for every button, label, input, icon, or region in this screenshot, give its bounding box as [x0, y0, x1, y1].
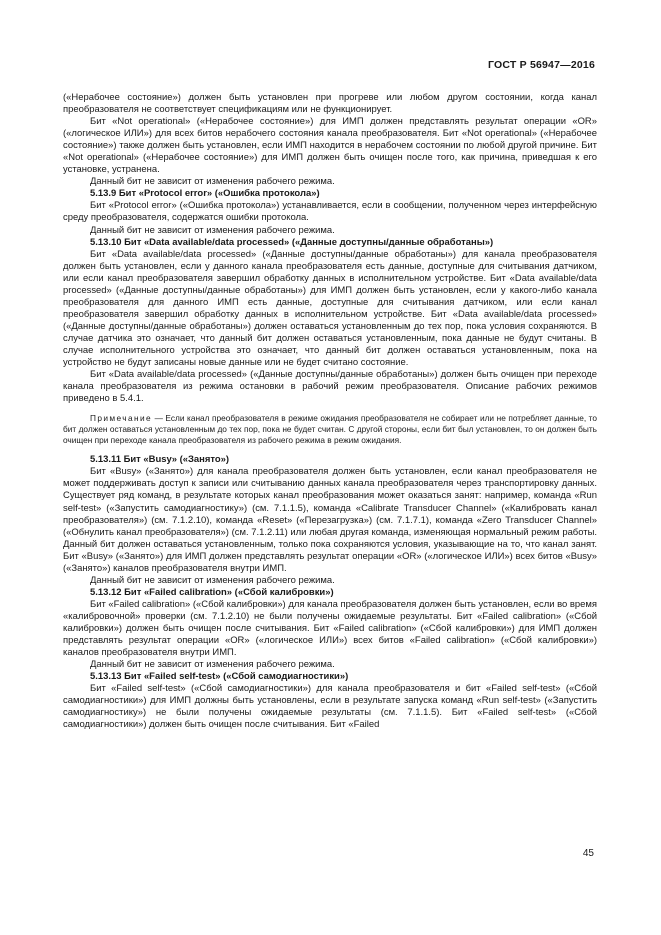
paragraph: Данный бит не зависит от изменения рабочего режима.	[90, 176, 335, 188]
section-heading-5-13-10: 5.13.10 Бит «Data available/data processed» («Данные доступны/данные обработаны»)	[90, 236, 494, 248]
paragraph: Данный бит не зависит от изменения рабочего режима.	[90, 659, 335, 671]
paragraph: Бит «Data available/data processed» («Данные доступны/данные обработаны») должен быть очищен при переходе канала преобразователя из режима остановки в рабочий режим преобразователя. Описание рабочих режимов приведено в 5.4.1.	[63, 369, 597, 405]
paragraph: Данный бит не зависит от изменения рабочего режима.	[90, 574, 335, 586]
paragraph: Бит «Not operational» («Нерабочее состояние») для ИМП должен представлять результат операции «OR» («логическое ИЛИ») для всех битов нерабочего состояния канала преобразователя. Бит «Not operational» («Нерабочее состояние») также должен быть установлен, если ИМП находится в нерабочем состоянии по любой другой причине. Бит «Not operational» («Нерабочее состояние») для ИМП должен быть очищен после того, как причина, приведшая к его установке, устранена.	[63, 116, 597, 176]
paragraph: Бит «Protocol error» («Ошибка протокола») устанавливается, если в сообщении, полученном через интерфейсную среду преобразователя, содержатся ошибки протокола.	[63, 200, 597, 224]
paragraph: Данный бит не зависит от изменения рабочего режима.	[90, 224, 335, 236]
page-body	[63, 92, 597, 731]
section-heading-5-13-9: 5.13.9 Бит «Protocol error» («Ошибка протокола»)	[90, 188, 320, 200]
paragraph: Бит «Data available/data processed» («Данные доступны/данные обработаны») для канала преобразователя должен быть установлен, если у данного канала преобразователя есть данные, доступные для считывания датчиком, или если канал преобразователя завершил обработку данных в исполнительном устройстве. Бит «Data available/data processed» («Данные доступны/данные обработаны») для ИМП должен быть установлен, если у какого-либо канала преобразователя для данного ИМП есть данные, доступные для считывания датчиком, или если канал преобразователя завершил обработку данных в исполнительном устройстве. Бит «Data available/data processed» («Данные доступны/данные обработаны») должен оставаться установленным до тех пор, пока условия сохраняются. В случае датчика это означает, что данный бит должен оставаться установленным, пока данные не будут считаны. В случае исполнительного устройства это означает, что данный бит должен оставаться установленным, пока на устройство не будут записаны новые данные или не будет считано состояние.	[63, 248, 597, 369]
section-heading-5-13-13: 5.13.13 Бит «Failed self-test» («Сбой самодиагностики»)	[90, 671, 349, 683]
document-header: ГОСТ Р 56947—2016	[487, 59, 595, 71]
paragraph: Бит «Failed calibration» («Сбой калибровки») для канала преобразователя должен быть установлен, если во время «калибровочной» проверки (см. 7.1.2.10) не были получены ожидаемые результаты. Бит «Failed calibration» («Сбой калибровки») должен быть очищен после считывания. Бит «Failed calibration» («Сбой калибровки») для ИМП должен представлять результат операции «OR» («логическое ИЛИ») всех битов «Failed calibration» («Сбой калибровки») каналов преобразователя внутри ИМП.	[63, 598, 597, 659]
section-heading-5-13-12: 5.13.12 Бит «Failed calibration» («Сбой калибровки»)	[90, 586, 334, 598]
note-text: — Если канал преобразователя в режиме ожидания преобразователя не собирает или не потребляет данные, то бит должен оставаться установленным до тех пор, пока не будет считан. С другой стороны, если бит был установлен, то он должен быть очищен при переходе канала преобразователя из рабочего режима в режим ожидания.	[63, 413, 597, 445]
note-label: Примечание	[90, 413, 153, 424]
page-number: 45	[582, 848, 594, 859]
paragraph: Бит «Failed self-test» («Сбой самодиагностики») для канала преобразователя и бит «Failed self-test» («Сбой самодиагностики») для ИМП должны быть установлены, если в результате запуска команд «Run self-test» («Запустить самодиагностику») не были получены ожидаемые результаты (см. 7.1.1.5). Бит «Failed self-test» («Сбой самодиагностики») должен быть очищен после считывания. Бит «Failed	[63, 683, 597, 731]
paragraph: («Нерабочее состояние») должен быть установлен при прогреве или любом другом состоянии, когда канал преобразователя не соответствует спецификациям или не функционирует.	[63, 92, 597, 116]
section-heading-5-13-11: 5.13.11 Бит «Busy» («Занято»)	[90, 454, 230, 466]
paragraph: Бит «Busy» («Занято») для канала преобразователя должен быть установлен, если канал преобразователя не может поддерживать доступ к записи или считыванию данных канала преобразователя через транспортировку данных. Существует ряд команд, в результате которых канал преобразования может оказаться занят: например, команда «Run self-test» («Запустить самодиагностику») (см. 7.1.1.5), команда «Calibrate Transducer Channel» («Калибровать канал преобразователя») (см. 7.1.2.10), команда «Reset» («Перезагрузка») (см. 7.1.7.1), команда «Zero Transducer Channel» («Обнулить канал преобразователя») (см. 7.1.2.11) или любая другая команда, изменяющая нормальный режим работы. Данный бит должен оставаться установленным, только пока сохраняются условия, указывающие на то, что канал занят. Бит «Busy» («Занято») для ИМП должен представлять результат операции «OR» («логическое ИЛИ») всех битов «Busy» («Занято») каналов преобразователя внутри ИМП.	[63, 466, 597, 574]
note	[63, 413, 597, 445]
